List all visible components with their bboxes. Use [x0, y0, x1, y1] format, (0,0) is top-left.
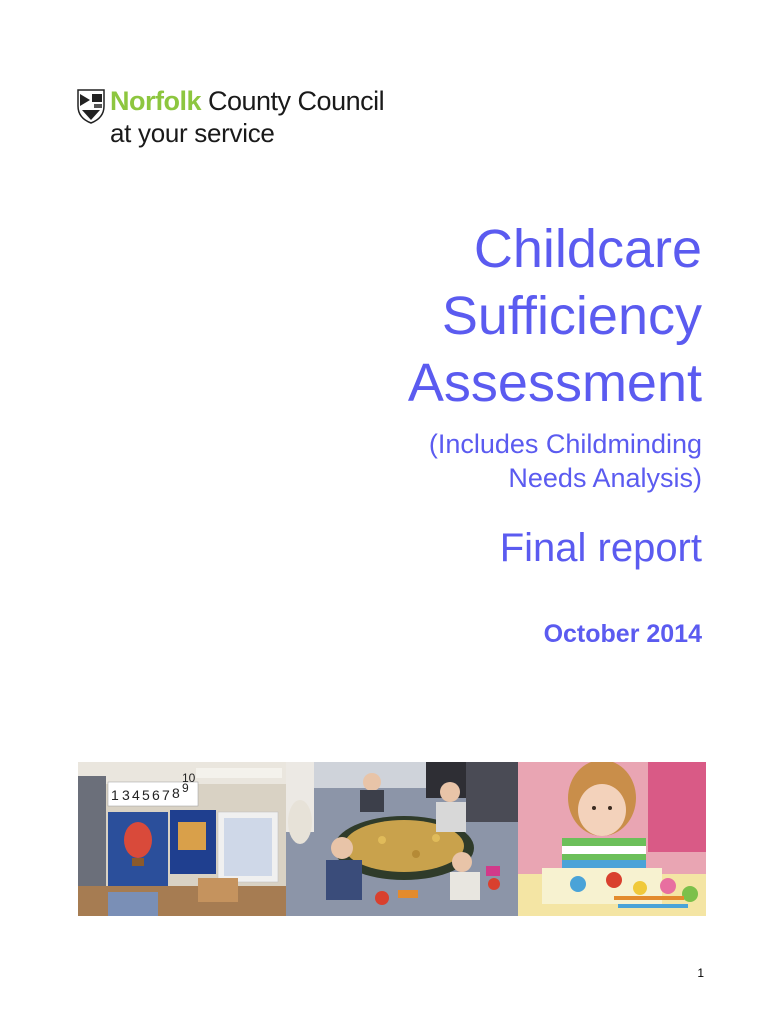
title-line-2: Sufficiency [441, 286, 702, 346]
title-line-1: Childcare [473, 219, 702, 279]
number-card-7: 7 [162, 787, 170, 803]
number-card-3: 3 [122, 787, 130, 803]
number-card-5: 5 [142, 787, 150, 803]
page-number: 1 [697, 966, 704, 980]
report-title-block [408, 216, 702, 571]
report-type: Final report [499, 526, 702, 570]
crest-icon [76, 88, 106, 124]
report-subtitle [408, 427, 702, 495]
number-card-8: 8 [172, 785, 180, 801]
number-card-6: 6 [152, 787, 160, 803]
number-card-9: 9 [182, 781, 189, 795]
number-card-10: 10 [182, 771, 196, 785]
subtitle-line-1: (Includes Childminding [428, 429, 702, 459]
number-card-1: 1 [111, 787, 119, 803]
council-name [110, 86, 384, 117]
council-name-norfolk: Norfolk [110, 86, 201, 116]
council-name-rest: County Council [201, 86, 385, 116]
photo-strip [78, 762, 706, 916]
classroom-photo [78, 762, 286, 916]
subtitle-line-2: Needs Analysis) [508, 463, 702, 493]
sandpit-play-photo [286, 762, 518, 916]
title-line-3: Assessment [407, 353, 702, 413]
council-tagline: at your service [110, 118, 275, 148]
number-card-4: 4 [132, 787, 140, 803]
council-logo [76, 82, 436, 152]
report-date: October 2014 [543, 620, 702, 648]
child-painting-photo [518, 762, 706, 916]
